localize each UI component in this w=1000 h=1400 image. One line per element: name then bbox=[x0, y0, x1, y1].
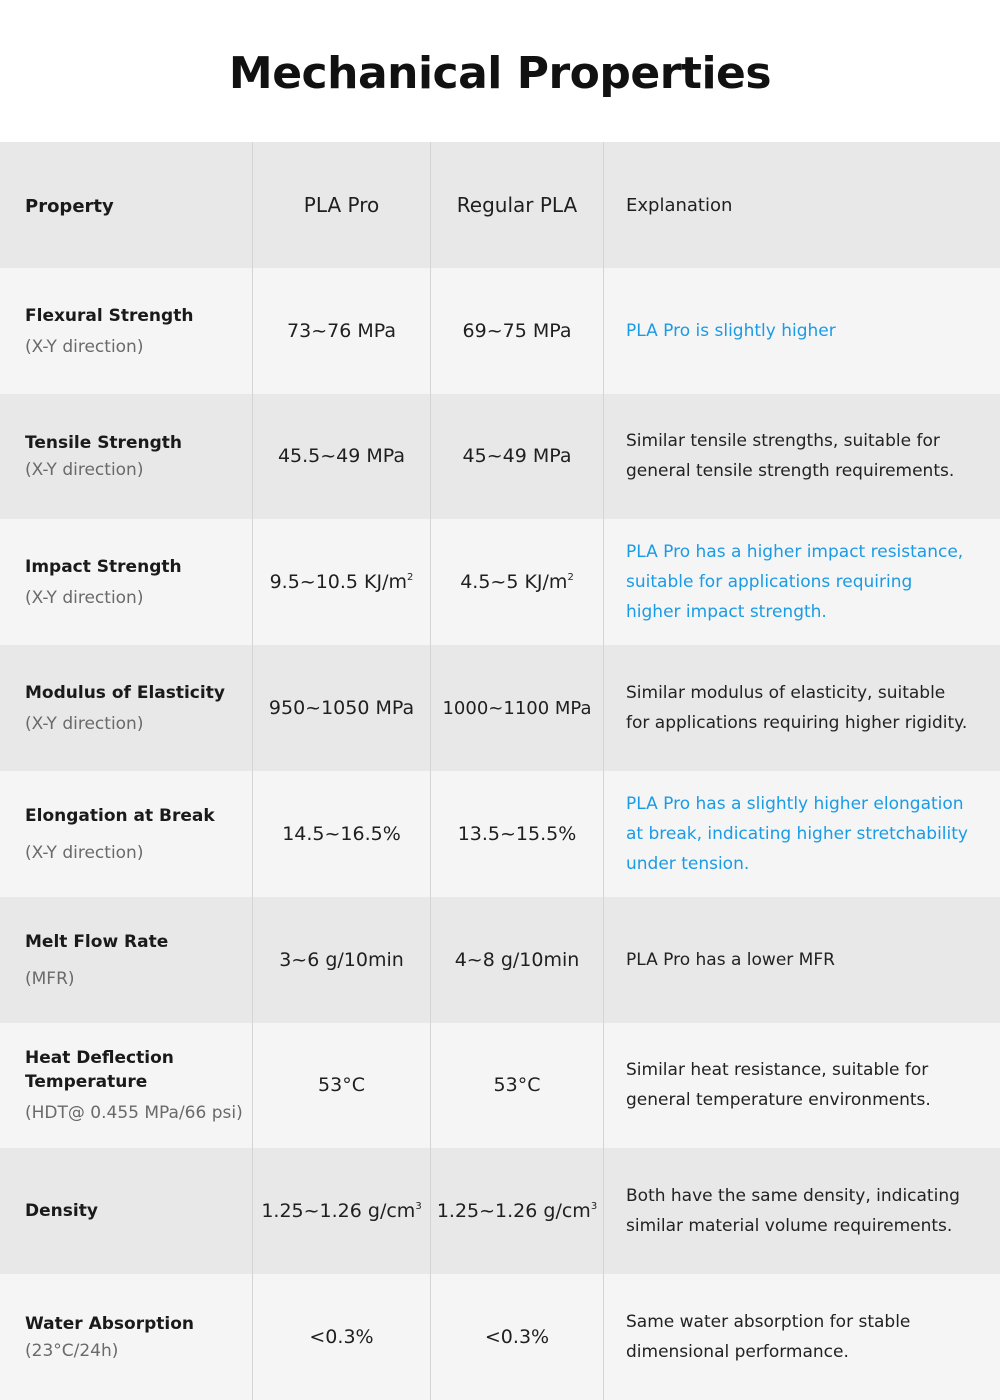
regular-pla-value-text: 1.25~1.26 g/cm bbox=[436, 1200, 591, 1223]
pla-pro-value-text: 9.5~10.5 KJ/m bbox=[269, 571, 408, 594]
pla-pro-value bbox=[261, 1200, 421, 1222]
table-row bbox=[0, 771, 1000, 897]
property-condition: (X-Y direction) bbox=[25, 336, 144, 357]
regular-pla-value: 13.5~15.5% bbox=[457, 822, 577, 845]
property-condition: (X-Y direction) bbox=[25, 714, 144, 735]
regular-pla-value: 53°C bbox=[493, 1074, 541, 1097]
property-name: Density bbox=[25, 1201, 98, 1222]
property-name: Melt Flow Rate bbox=[25, 931, 169, 952]
table-row bbox=[0, 519, 1000, 645]
pla-pro-cell bbox=[252, 645, 430, 771]
regular-pla-cell bbox=[430, 645, 603, 771]
explanation-text: Both have the same density, indicating similar material volume requirements. bbox=[626, 1186, 960, 1237]
table-row bbox=[0, 645, 1000, 771]
property-name: Elongation at Break bbox=[25, 805, 215, 826]
explanation-text: PLA Pro has a slightly higher elongation at break, indicating higher stretchability under tension. bbox=[626, 793, 968, 874]
explanation-text: Similar modulus of elasticity, suitable for applications requiring higher rigidity. bbox=[626, 683, 968, 734]
pla-pro-cell bbox=[252, 268, 430, 394]
explanation-cell bbox=[603, 268, 1000, 394]
table-row bbox=[0, 268, 1000, 394]
pla-pro-value-text: 1.25~1.26 g/cm bbox=[261, 1200, 416, 1223]
table-row bbox=[0, 1274, 1000, 1400]
regular-pla-value: <0.3% bbox=[484, 1326, 550, 1349]
page-title: Mechanical Properties bbox=[228, 47, 772, 99]
property-cell bbox=[0, 1274, 252, 1400]
pla-pro-cell bbox=[252, 394, 430, 520]
regular-pla-unit-exponent: 3 bbox=[590, 1201, 598, 1213]
property-condition: (HDT@ 0.455 MPa/66 psi) bbox=[25, 1103, 243, 1124]
explanation-text: Similar tensile strengths, suitable for general tensile strength requirements. bbox=[626, 431, 955, 482]
explanation-cell bbox=[603, 1148, 1000, 1274]
pla-pro-value: 3~6 g/10min bbox=[279, 948, 404, 971]
pla-pro-cell bbox=[252, 1023, 430, 1149]
property-condition: (X-Y direction) bbox=[25, 588, 144, 609]
property-cell bbox=[0, 394, 252, 520]
regular-pla-cell bbox=[430, 897, 603, 1023]
explanation-cell bbox=[603, 897, 1000, 1023]
regular-pla-value-text: 4.5~5 KJ/m bbox=[460, 571, 568, 594]
regular-pla-cell bbox=[430, 519, 603, 645]
pla-pro-value: 53°C bbox=[318, 1074, 365, 1097]
header-cell-explanation bbox=[603, 142, 1000, 268]
header-property-label: Property bbox=[25, 196, 114, 218]
property-name: Impact Strength bbox=[25, 557, 182, 578]
table-row bbox=[0, 1023, 1000, 1149]
regular-pla-value: 1000~1100 MPa bbox=[442, 697, 592, 719]
pla-pro-cell bbox=[252, 1148, 430, 1274]
regular-pla-cell bbox=[430, 394, 603, 520]
pla-pro-value bbox=[270, 571, 414, 593]
regular-pla-value: 45~49 MPa bbox=[462, 445, 572, 468]
property-cell bbox=[0, 1023, 252, 1149]
table-row bbox=[0, 394, 1000, 520]
pla-pro-cell bbox=[252, 1274, 430, 1400]
header-regular-pla-label: Regular PLA bbox=[456, 192, 578, 217]
header-pla-pro-label: PLA Pro bbox=[303, 192, 380, 217]
pla-pro-unit-exponent: 2 bbox=[407, 572, 414, 584]
property-name: Modulus of Elasticity bbox=[25, 683, 225, 704]
pla-pro-cell bbox=[252, 771, 430, 897]
table-header-row bbox=[0, 142, 1000, 268]
header-explanation-label: Explanation bbox=[626, 195, 733, 217]
header-cell-property bbox=[0, 142, 252, 268]
pla-pro-cell bbox=[252, 519, 430, 645]
explanation-text: PLA Pro is slightly higher bbox=[626, 320, 836, 341]
pla-pro-unit-exponent: 3 bbox=[415, 1201, 422, 1213]
property-name: Heat Deflection Temperature bbox=[25, 1048, 174, 1093]
property-condition: (X-Y direction) bbox=[25, 842, 144, 863]
property-cell bbox=[0, 268, 252, 394]
regular-pla-value: 4~8 g/10min bbox=[454, 948, 580, 971]
regular-pla-cell bbox=[430, 268, 603, 394]
pla-pro-value: 45.5~49 MPa bbox=[277, 445, 406, 468]
regular-pla-unit-exponent: 2 bbox=[567, 572, 574, 584]
explanation-text: Same water absorption for stable dimensional performance. bbox=[626, 1312, 911, 1363]
pla-pro-cell bbox=[252, 897, 430, 1023]
pla-pro-value: 73~76 MPa bbox=[287, 319, 396, 342]
regular-pla-cell bbox=[430, 1148, 603, 1274]
pla-pro-value: 950~1050 MPa bbox=[268, 697, 415, 720]
property-name: Flexural Strength bbox=[25, 305, 194, 326]
table-row bbox=[0, 1148, 1000, 1274]
regular-pla-value bbox=[460, 571, 574, 593]
property-cell bbox=[0, 1148, 252, 1274]
property-cell bbox=[0, 897, 252, 1023]
regular-pla-cell bbox=[430, 1023, 603, 1149]
regular-pla-cell bbox=[430, 771, 603, 897]
property-condition: (23°C/24h) bbox=[25, 1341, 119, 1362]
regular-pla-value bbox=[437, 1200, 597, 1222]
explanation-text: PLA Pro has a higher impact resistance, suitable for applications requiring higher impact strength. bbox=[626, 542, 964, 623]
explanation-cell bbox=[603, 645, 1000, 771]
explanation-cell bbox=[603, 519, 1000, 645]
explanation-cell bbox=[603, 394, 1000, 520]
header-cell-pla-pro bbox=[252, 142, 430, 268]
property-cell bbox=[0, 645, 252, 771]
pla-pro-value: 14.5~16.5% bbox=[282, 822, 401, 845]
property-name: Tensile Strength bbox=[25, 433, 182, 454]
property-cell bbox=[0, 519, 252, 645]
explanation-cell bbox=[603, 1274, 1000, 1400]
explanation-cell bbox=[603, 771, 1000, 897]
regular-pla-cell bbox=[430, 1274, 603, 1400]
regular-pla-value: 69~75 MPa bbox=[462, 319, 572, 342]
property-name: Water Absorption bbox=[25, 1314, 194, 1335]
explanation-cell bbox=[603, 1023, 1000, 1149]
property-condition: (X-Y direction) bbox=[25, 460, 144, 481]
explanation-text: Similar heat resistance, suitable for general temperature environments. bbox=[626, 1060, 931, 1111]
header-cell-regular-pla bbox=[430, 142, 603, 268]
property-cell bbox=[0, 771, 252, 897]
table-row bbox=[0, 897, 1000, 1023]
property-condition: (MFR) bbox=[25, 968, 75, 989]
properties-table bbox=[0, 142, 1000, 1400]
explanation-text: PLA Pro has a lower MFR bbox=[626, 949, 835, 970]
pla-pro-value: <0.3% bbox=[309, 1326, 374, 1349]
